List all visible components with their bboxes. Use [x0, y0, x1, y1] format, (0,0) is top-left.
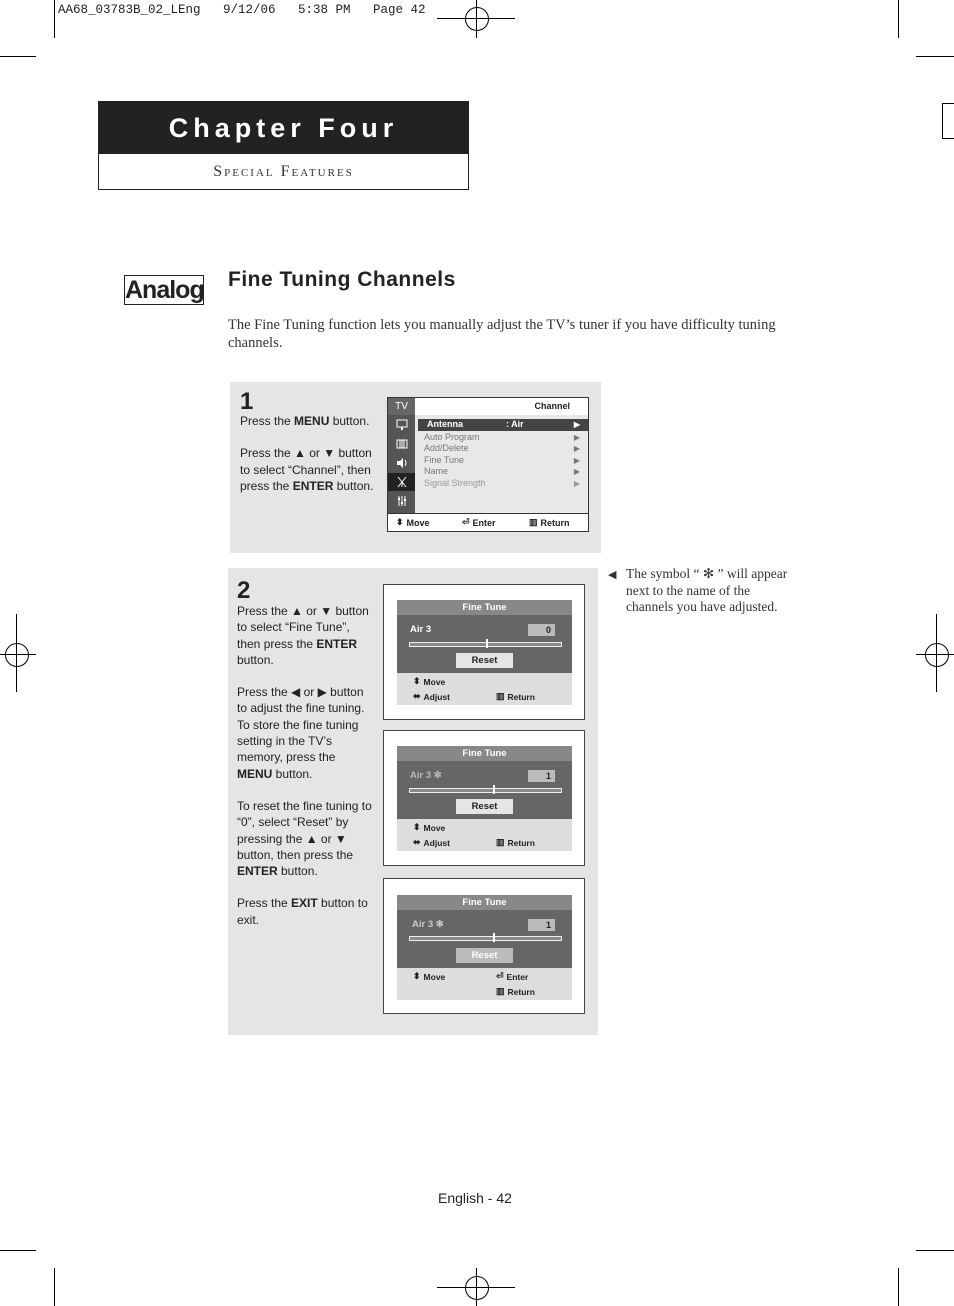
pointer-triangle-icon: ◀ — [608, 569, 617, 581]
intro-paragraph: The Fine Tuning function lets you manually adjust the TV’s tuner if you have difficulty tuning channels. — [228, 317, 776, 351]
crop-mark — [54, 1268, 55, 1306]
fine-tune-footer: ⬍ Move ⬌ Adjust ▥ Return — [397, 673, 572, 705]
crop-mark — [898, 0, 899, 38]
registration-mark — [925, 643, 949, 667]
up-down-icon: ⬍ — [413, 822, 421, 832]
slider-thumb[interactable] — [486, 639, 488, 648]
registration-mark — [0, 654, 36, 655]
antenna-icon[interactable] — [388, 473, 415, 491]
section-title: Fine Tuning Channels — [228, 268, 456, 291]
menu-return-icon: ▥ — [529, 517, 538, 527]
step-1-instructions: Press the MENU button. Press the ▲ or ▼ button to select “Channel”, then press the ENTER button. — [240, 414, 374, 493]
menu-title: Channel — [415, 398, 588, 415]
registration-mark — [16, 614, 17, 692]
page-number: English - 42 — [438, 1190, 512, 1206]
sound-bars-icon[interactable] — [388, 435, 415, 453]
slider-thumb[interactable] — [493, 933, 495, 942]
chapter-header — [98, 101, 469, 190]
registration-mark — [465, 7, 489, 31]
crop-mark — [0, 56, 36, 57]
reset-button[interactable]: Reset — [456, 948, 513, 963]
fine-tune-slider[interactable] — [409, 936, 562, 941]
menu-item-auto-program[interactable]: Auto Program ▶ — [424, 431, 580, 442]
fine-tune-screen-2 — [383, 730, 585, 866]
enter-icon: ⏎ — [462, 517, 470, 527]
channel-label: Air 3 ✻ — [412, 919, 444, 930]
step-number: 2 — [237, 577, 251, 604]
menu-item-add-delete[interactable]: Add/Delete ▶ — [424, 443, 580, 453]
fine-tune-value: 0 — [528, 624, 555, 636]
left-right-icon: ⬌ — [413, 837, 421, 847]
up-down-icon: ⬍ — [413, 676, 421, 686]
enter-icon: ⏎ — [496, 971, 504, 981]
fine-tune-screen-3 — [383, 878, 585, 1014]
step-number: 1 — [240, 388, 254, 415]
crop-mark — [916, 56, 954, 57]
corner-bracket — [942, 103, 954, 139]
menu-footer: ⬍ Move ⏎ Enter ▥ Return — [388, 513, 588, 531]
registration-mark — [936, 614, 937, 692]
slider-thumb[interactable] — [493, 785, 495, 794]
analog-badge: Analog — [125, 276, 204, 304]
setup-sliders-icon[interactable] — [388, 492, 415, 510]
fine-tune-value: 1 — [528, 919, 555, 931]
menu-item-antenna[interactable]: Antenna : Air ▶ — [418, 419, 588, 431]
fine-tune-slider[interactable] — [409, 642, 562, 647]
menu-item-signal-strength: Signal Strength ▶ — [424, 477, 580, 488]
fine-tune-title: Fine Tune — [397, 746, 572, 761]
menu-return-icon: ▥ — [496, 837, 505, 847]
left-right-icon: ⬌ — [413, 691, 421, 701]
menu-item-name[interactable]: Name ▶ — [424, 466, 580, 476]
crop-mark — [0, 1250, 36, 1251]
fine-tune-footer: ⬍ Move ⏎ Enter ▥ Return — [397, 968, 572, 1000]
print-slug: AA68_03783B_02_LEng 9/12/06 5:38 PM Page 42 — [58, 3, 426, 17]
speaker-icon[interactable] — [388, 454, 415, 472]
fine-tune-screen-1 — [383, 584, 585, 720]
up-down-icon: ⬍ — [413, 971, 421, 981]
registration-mark — [476, 0, 477, 38]
chapter-title: Chapter Four — [99, 102, 468, 154]
reset-button[interactable]: Reset — [456, 799, 513, 814]
step-2-instructions: Press the ▲ or ▼ button to select “Fine Tune”, then press the ENTER button. Press the ◀ or ▶ button to adjust the fine tuning. To store the fine tuning setting in the TV’s memory, press the MENU button. To reset the fine tuning to “0”, select “Reset” by pressing the ▲ or ▼ button, then press the ENTER button. Press the EXIT button to exit. — [237, 604, 372, 927]
registration-mark — [465, 1276, 489, 1300]
up-down-icon: ⬍ — [396, 517, 404, 527]
fine-tune-title: Fine Tune — [397, 895, 572, 910]
fine-tune-slider[interactable] — [409, 788, 562, 793]
tv-label: TV — [388, 398, 415, 415]
chapter-subtitle: Special Features — [213, 163, 354, 180]
crop-mark — [54, 0, 55, 38]
registration-mark — [476, 1268, 477, 1306]
fine-tune-value: 1 — [528, 770, 555, 782]
channel-menu-screen — [387, 397, 589, 532]
crop-mark — [898, 1268, 899, 1306]
menu-sidebar — [388, 398, 415, 514]
registration-mark — [916, 654, 954, 655]
fine-tune-footer: ⬍ Move ⬌ Adjust ▥ Return — [397, 819, 572, 851]
side-note: ◀ The symbol “ ✻ ” will appear next to the name of the channels you have adjusted. — [608, 566, 788, 614]
menu-item-fine-tune[interactable]: Fine Tune ▶ — [424, 454, 580, 465]
channel-label: Air 3 — [410, 624, 432, 635]
picture-icon[interactable] — [388, 416, 415, 434]
fine-tune-title: Fine Tune — [397, 600, 572, 615]
reset-button[interactable]: Reset — [456, 653, 513, 668]
crop-mark — [916, 1250, 954, 1251]
menu-return-icon: ▥ — [496, 986, 505, 996]
menu-main — [415, 398, 588, 514]
registration-mark — [5, 643, 29, 667]
menu-return-icon: ▥ — [496, 691, 505, 701]
channel-label: Air 3 ✻ — [410, 770, 442, 781]
